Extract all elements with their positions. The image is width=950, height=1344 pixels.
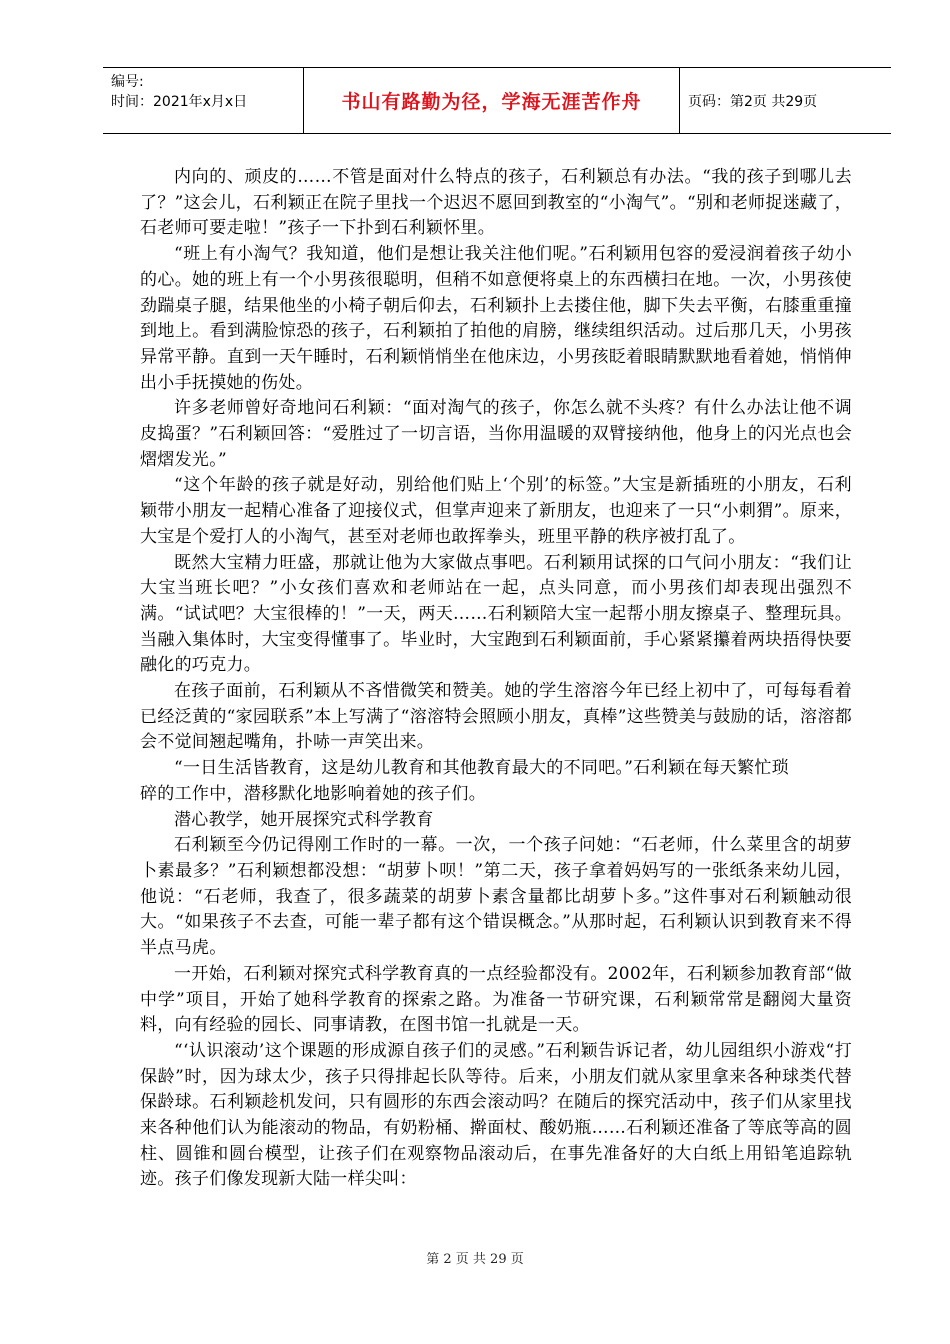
article-paragraph: 一开始，石利颖对探究式科学教育真的一点经验都没有。2002年，石利颖参加教育部“做中学”项目，开始了她科学教育的探索之路。为准备一节研究课，石利颖常常是翻阅大量资料，向有经验的园长、同事请教，在图书馆一扎就是一天。: [140, 963, 852, 1036]
article-paragraph: 碎的工作中，潜移默化地影响着她的孩子们。: [140, 783, 486, 804]
article-paragraph: 石利颖至今仍记得刚工作时的一幕。一次，一个孩子问她：“石老师，什么菜里含的胡萝卜素最多？”石利颖想都没想：“胡萝卜呗！”第二天，孩子拿着妈妈写的一张纸条来幼儿园，他说：“石老师，我查了，很多蔬菜的胡萝卜素含量都比胡萝卜多。”这件事对石利颖触动很大。“如果孩子不去查，可能一辈子都有这个错误概念。”从那时起，石利颖认识到教育来不得半点马虎。: [140, 835, 852, 959]
header-page-info: 页码：第2页 共29页: [688, 93, 818, 110]
header-motto: 书山有路勤为径，学海无涯苦作舟: [304, 68, 680, 133]
page-header: [103, 67, 891, 134]
article-paragraph: 内向的、顽皮的……不管是面对什么特点的孩子，石利颖总有办法。“我的孩子到哪儿去了？”这会儿，石利颖正在院子里找一个迟迟不愿回到教室的“小淘气”。“别和老师捉迷藏了，石老师可要走啦！”孩子一下扑到石利颖怀里。: [140, 167, 852, 239]
article-body: [140, 165, 852, 1193]
article-paragraph: “班上有小淘气？我知道，他们是想让我关注他们呢。”石利颖用包容的爱浸润着孩子幼小的心。她的班上有一个小男孩很聪明，但稍不如意便将桌上的东西横扫在地。一次，小男孩使劲踹桌子腿，结果他坐的小椅子朝后仰去，石利颖扑上去搂住他，脚下失去平衡，右膝重重撞到地上。看到满脸惊恐的孩子，石利颖拍了拍他的肩膀，继续组织活动。过后那几天，小男孩异常平静。直到一天午睡时，石利颖悄悄坐在他床边，小男孩眨着眼睛默默地看着她，悄悄伸出小手抚摸她的伤处。: [140, 244, 852, 393]
article-paragraph: 在孩子面前，石利颖从不吝惜微笑和赞美。她的学生溶溶今年已经上初中了，可每每看着已经泛黄的“家园联系”本上写满了“溶溶特会照顾小朋友，真棒”这些赞美与鼓励的话，溶溶都会不觉间翘起嘴角，扑哧一声笑出来。: [140, 681, 852, 753]
article-paragraph: 既然大宝精力旺盛，那就让他为大家做点事吧。石利颖用试探的口气问小朋友：“我们让大宝当班长吧？”小女孩们喜欢和老师站在一起，点头同意，而小男孩们却表现出强烈不满。“试试吧？大宝很棒的！”一天，两天……石利颖陪大宝一起帮小朋友擦桌子、整理玩具。当融入集体时，大宝变得懂事了。毕业时，大宝跑到石利颖面前，手心紧紧攥着两块捂得快要融化的巧克力。: [140, 552, 852, 676]
article-paragraph: “‘认识滚动’这个课题的形成源自孩子们的灵感。”石利颖告诉记者，幼儿园组织小游戏“打保龄”时，因为球太少，孩子只得排起长队等待。后来，小朋友们就从家里拿来各种球类代替保龄球。石利颖趁机发问，只有圆形的东西会滚动吗？在随后的探究活动中，孩子们从家里找来各种他们认为能滚动的物品，有奶粉桶、擀面杖、酸奶瓶……石利颖还准备了等底等高的圆柱、圆锥和圆台模型，让孩子们在观察物品滚动后，在事先准备好的大白纸上用铅笔追踪轨迹。孩子们像发现新大陆一样尖叫：: [140, 1040, 852, 1190]
page-footer: 第 2 页 共 29 页: [426, 1252, 524, 1267]
article-paragraph: “这个年龄的孩子就是好动，别给他们贴上‘个别’的标签。”大宝是新插班的小朋友，石利颖带小朋友一起精心准备了迎接仪式，但掌声迎来了新朋友，也迎来了一只“小刺猬”。原来，大宝是个爱打人的小淘气，甚至对老师也敢挥拳头，班里平静的秩序被打乱了。: [140, 475, 852, 547]
article-paragraph: 许多老师曾好奇地问石利颖：“面对淘气的孩子，你怎么就不头疼？有什么办法让他不调皮捣蛋？”石利颖回答：“爱胜过了一切言语，当你用温暖的双臂接纳他，他身上的闪光点也会熠熠发光。”: [140, 398, 852, 470]
document-time-label: 时间：2021年x月x日: [111, 94, 248, 110]
header-meta-cell: [103, 68, 304, 133]
article-paragraph: 潜心教学，她开展探究式科学教育: [174, 809, 434, 830]
article-paragraph: “一日生活皆教育，这是幼儿教育和其他教育最大的不同吧。”石利颖在每天繁忙琐: [174, 758, 789, 779]
document-number-label: 编号:: [111, 74, 144, 90]
